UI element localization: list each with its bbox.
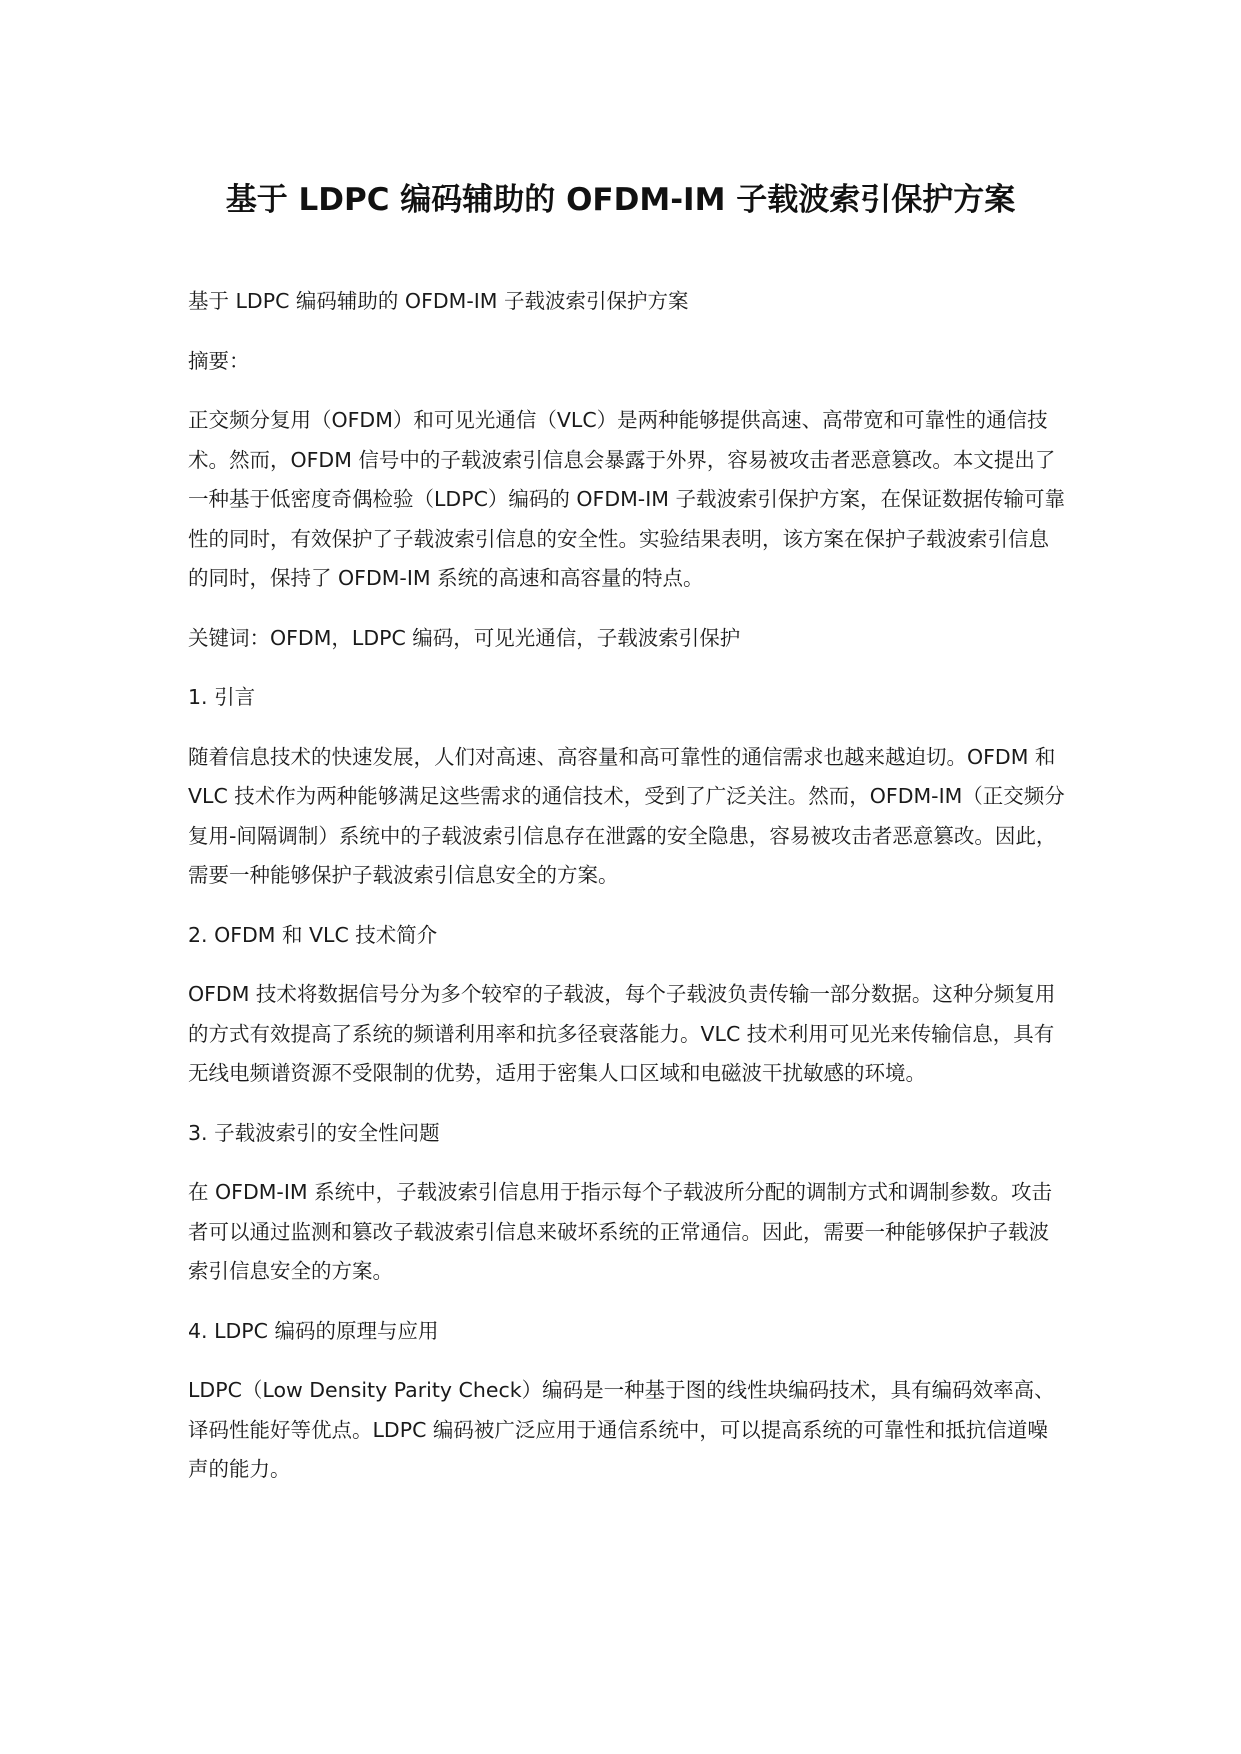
ofdm-vlc-paragraph: OFDM 技术将数据信号分为多个较窄的子载波，每个子载波负责传输一部分数据。这种分频复用的方式有效提高了系统的频谱利用率和抗多径衰落能力。VLC 技术利用可见光来传输信息，具有无线电频谱资源不受限制的优势，适用于密集人口区域和电磁波干扰敏感的环境。 bbox=[188, 982, 1056, 1085]
document-body bbox=[188, 282, 1068, 1510]
abstract-paragraph: 正交频分复用（OFDM）和可见光通信（VLC）是两种能够提供高速、高带宽和可靠性的通信技术。然而，OFDM 信号中的子载波索引信息会暴露于外界，容易被攻击者恶意篡改。本文提出了一种基于低密度奇偶检验（LDPC）编码的 OFDM-IM 子载波索引保护方案，在保证数据传输可靠性的同时，有效保护了子载波索引信息的安全性。实验结果表明，该方案在保护子载波索引信息的同时，保持了 OFDM-IM 系统的高速和高容量的特点。 bbox=[188, 408, 1065, 590]
keywords-paragraph: 关键词：OFDM，LDPC 编码，可见光通信，子载波索引保护 bbox=[188, 625, 741, 650]
section-heading-introduction: 1. 引言 bbox=[188, 685, 256, 709]
section-heading-ldpc: 4. LDPC 编码的原理与应用 bbox=[188, 1318, 439, 1343]
document-title: 基于 LDPC 编码辅助的 OFDM-IM 子载波索引保护方案 bbox=[225, 182, 1016, 218]
section-heading-ofdm-vlc: 2. OFDM 和 VLC 技术简介 bbox=[188, 922, 438, 947]
abstract-heading: 摘要： bbox=[188, 348, 250, 373]
introduction-paragraph: 随着信息技术的快速发展，人们对高速、高容量和高可靠性的通信需求也越来越迫切。OFDM 和 VLC 技术作为两种能够满足这些需求的通信技术，受到了广泛关注。然而，OFDM-IM（正交频分复用-间隔调制）系统中的子载波索引信息存在泄露的安全隐患，容易被攻击者恶意篡改。因此，需要一种能够保护子载波索引信息安全的方案。 bbox=[188, 744, 1065, 887]
ldpc-paragraph: LDPC（Low Density Parity Check）编码是一种基于图的线性块编码技术，具有编码效率高、译码性能好等优点。LDPC 编码被广泛应用于通信系统中，可以提高系统的可靠性和抵抗信道噪声的能力。 bbox=[188, 1378, 1055, 1481]
section-heading-security: 3. 子载波索引的安全性问题 bbox=[188, 1120, 440, 1145]
security-paragraph: 在 OFDM-IM 系统中，子载波索引信息用于指示每个子载波所分配的调制方式和调制参数。攻击者可以通过监测和篡改子载波索引信息来破坏系统的正常通信。因此，需要一种能够保护子载波索引信息安全的方案。 bbox=[188, 1180, 1053, 1283]
subtitle-paragraph: 基于 LDPC 编码辅助的 OFDM-IM 子载波索引保护方案 bbox=[188, 289, 689, 313]
